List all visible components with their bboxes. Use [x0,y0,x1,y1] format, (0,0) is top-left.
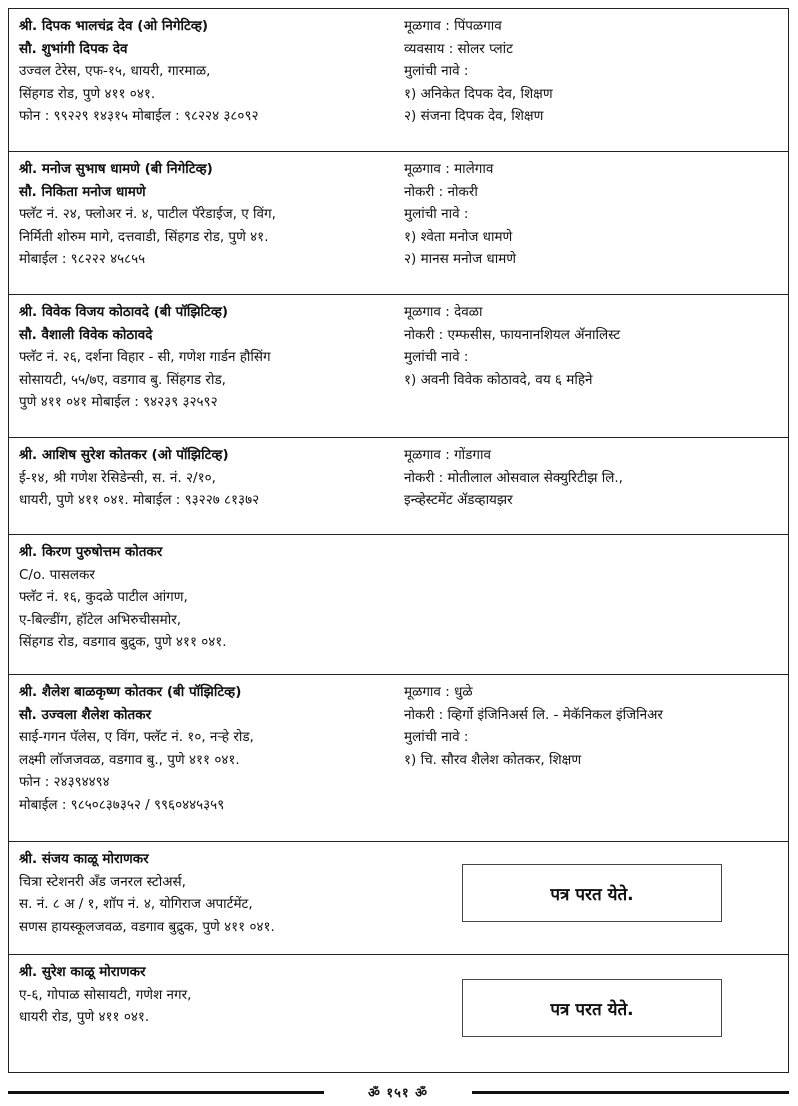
address-line: सणस हायस्कूलजवळ, वडगाव बुद्रुक, पुणे ४११ ०४१. [19,918,275,935]
member-entry [9,295,788,438]
member-name: श्री. आशिष सुरेश कोतकर (ओ पॉझिटिव्ह) [19,447,229,463]
member-name: श्री. सुरेश काळू मोराणकर [19,964,146,980]
address-line: फोन : ९९२२९ १४३१५ मोबाईल : ९८२२४ ३८०९२ [19,108,259,125]
member-entry [9,438,788,535]
address-line: निर्मिती शोरुम मागे, दत्तवाडी, सिंहगड रोड, पुणे ४१. [19,228,269,245]
detail-line: मूळगाव : गोंडगाव [404,447,491,463]
address-line: फ्लॅट नं. १६, कुदळे पाटील आंगण, [19,589,188,606]
detail-line: नोकरी : एम्फसीस, फायनानशियल ॲनालिस्ट [404,326,621,343]
spouse-name: सौ. निकिता मनोज धामणे [19,183,146,200]
detail-line: व्यवसाय : सोलर प्लांट [404,40,513,57]
member-entry [9,9,788,152]
detail-line: नोकरी : व्हिर्गो इंजिनिअर्स लि. - मेकॅनिकल इंजिनिअर [404,706,663,723]
address-line: मोबाईल : ९८५०८३७३५२ / ९९६०४४५३५९ [19,796,225,813]
member-name: श्री. किरण पुरुषोत्तम कोतकर [19,544,163,560]
address-line: धायरी रोड, पुणे ४११ ०४१. [19,1009,150,1026]
member-name: श्री. शैलेश बाळकृष्ण कोतकर (बी पॉझिटिव्ह) [19,684,242,700]
spouse-name: सौ. वैशाली विवेक कोठावदे [19,326,153,343]
entry-address-column [19,961,404,1072]
detail-line: मुलांची नावे : [404,206,469,223]
address-line: स. नं. ८ अ / १, शॉप नं. ४, योगिराज अपार्टमेंट, [19,896,253,913]
address-line: सिंहगड रोड, वडगाव बुद्रुक, पुणे ४११ ०४१. [19,634,227,651]
address-line: फ्लॅट नं. २४, फ्लोअर नं. ४, पाटील पॅरेडाईज, ए विंग, [19,206,276,223]
address-line: सोसायटी, ५५/७ए, वडगाव बु. सिंहगड रोड, [19,371,226,388]
entry-address-column [19,444,404,534]
entry-address-column [19,158,404,294]
member-entry [9,152,788,295]
entry-address-column [19,681,404,841]
detail-line: मूळगाव : धुळे [404,684,473,700]
entry-details-column [404,444,778,534]
entry-address-column [19,541,404,674]
spouse-name: सौ. उज्वला शैलेश कोतकर [19,706,152,723]
detail-line: १) अवनी विवेक कोठावदे, वय ६ महिने [404,371,593,388]
entry-details-column [404,961,778,1072]
detail-line: २) संजना दिपक देव, शिक्षण [404,108,544,125]
entry-details-column [404,15,778,151]
entry-details-column [404,158,778,294]
member-name: श्री. मनोज सुभाष धामणे (बी निगेटिव्ह) [19,161,213,177]
page-footer [8,1083,789,1101]
entry-address-column [19,15,404,151]
detail-line: मुलांची नावे : [404,729,469,746]
address-line: ए-बिल्डींग, हॉटेल अभिरुचीसमोर, [19,611,182,628]
address-line: उज्वल टेरेस, एफ-१५, धायरी, गारमाळ, [19,63,211,80]
detail-line: १) अनिकेत दिपक देव, शिक्षण [404,85,553,102]
returned-mail-notice: पत्र परत येते. [462,864,722,922]
detail-line: १) श्वेता मनोज धामणे [404,228,513,245]
detail-line: १) चि. सौरव शैलेश कोतकर, शिक्षण [404,751,582,768]
address-line: C/o. पासलकर [19,566,95,583]
page-number: ॐ १५१ ॐ [367,1086,429,1101]
member-name: श्री. दिपक भालचंद्र देव (ओ निगेटिव्ह) [19,18,209,34]
entry-address-column [19,301,404,437]
entry-details-column [404,681,778,841]
member-entry [9,955,788,1072]
detail-line: मूळगाव : पिंपळगाव [404,18,502,34]
address-line: साई-गगन पॅलेस, ए विंग, फ्लॅट नं. १०, नऱ्हे रोड, [19,729,254,746]
address-line: लक्ष्मी लॉजजवळ, वडगाव बु., पुणे ४११ ०४१. [19,751,240,768]
member-entry [9,675,788,842]
address-line: धायरी, पुणे ४११ ०४१. मोबाईल : ९३२२७ ८१३७२ [19,492,260,509]
address-line: सिंहगड रोड, पुणे ४११ ०४१. [19,85,156,102]
detail-line: मुलांची नावे : [404,349,469,366]
address-line: ई-१४, श्री गणेश रेसिडेन्सी, स. नं. २/१०, [19,469,216,486]
entry-address-column [19,848,404,954]
detail-line: नोकरी : नोकरी [404,183,478,200]
address-line: फोन : २४३९४४९४ [19,774,110,791]
detail-line: २) मानस मनोज धामणे [404,251,517,268]
footer-rule-right [472,1091,789,1094]
returned-mail-notice: पत्र परत येते. [462,979,722,1037]
address-line: फ्लॅट नं. २६, दर्शना विहार - सी, गणेश गार्डन हौसिंग [19,349,271,366]
spouse-name: सौ. शुभांगी दिपक देव [19,40,128,57]
address-line: ए-६, गोपाळ सोसायटी, गणेश नगर, [19,986,192,1003]
detail-line: इन्व्हेस्टमेंट ॲडव्हायझर [404,492,513,509]
member-directory [8,8,789,1073]
address-line: मोबाईल : ९८२२२ ४५८५५ [19,251,146,268]
footer-rule-left [8,1091,324,1094]
member-name: श्री. विवेक विजय कोठावदे (बी पॉझिटिव्ह) [19,304,229,320]
member-name: श्री. संजय काळू मोराणकर [19,851,149,867]
address-line: चित्रा स्टेशनरी अँड जनरल स्टोअर्स, [19,873,186,890]
entry-details-column [404,848,778,954]
detail-line: नोकरी : मोतीलाल ओसवाल सेक्युरिटीझ लि., [404,469,623,486]
entry-details-column [404,541,778,674]
member-entry [9,842,788,955]
address-line: पुणे ४११ ०४१ मोबाईल : ९४२३९ ३२५९२ [19,394,218,411]
member-entry [9,535,788,675]
detail-line: मूळगाव : मालेगाव [404,161,494,177]
detail-line: मूळगाव : देवळा [404,304,483,320]
detail-line: मुलांची नावे : [404,63,469,80]
entry-details-column [404,301,778,437]
